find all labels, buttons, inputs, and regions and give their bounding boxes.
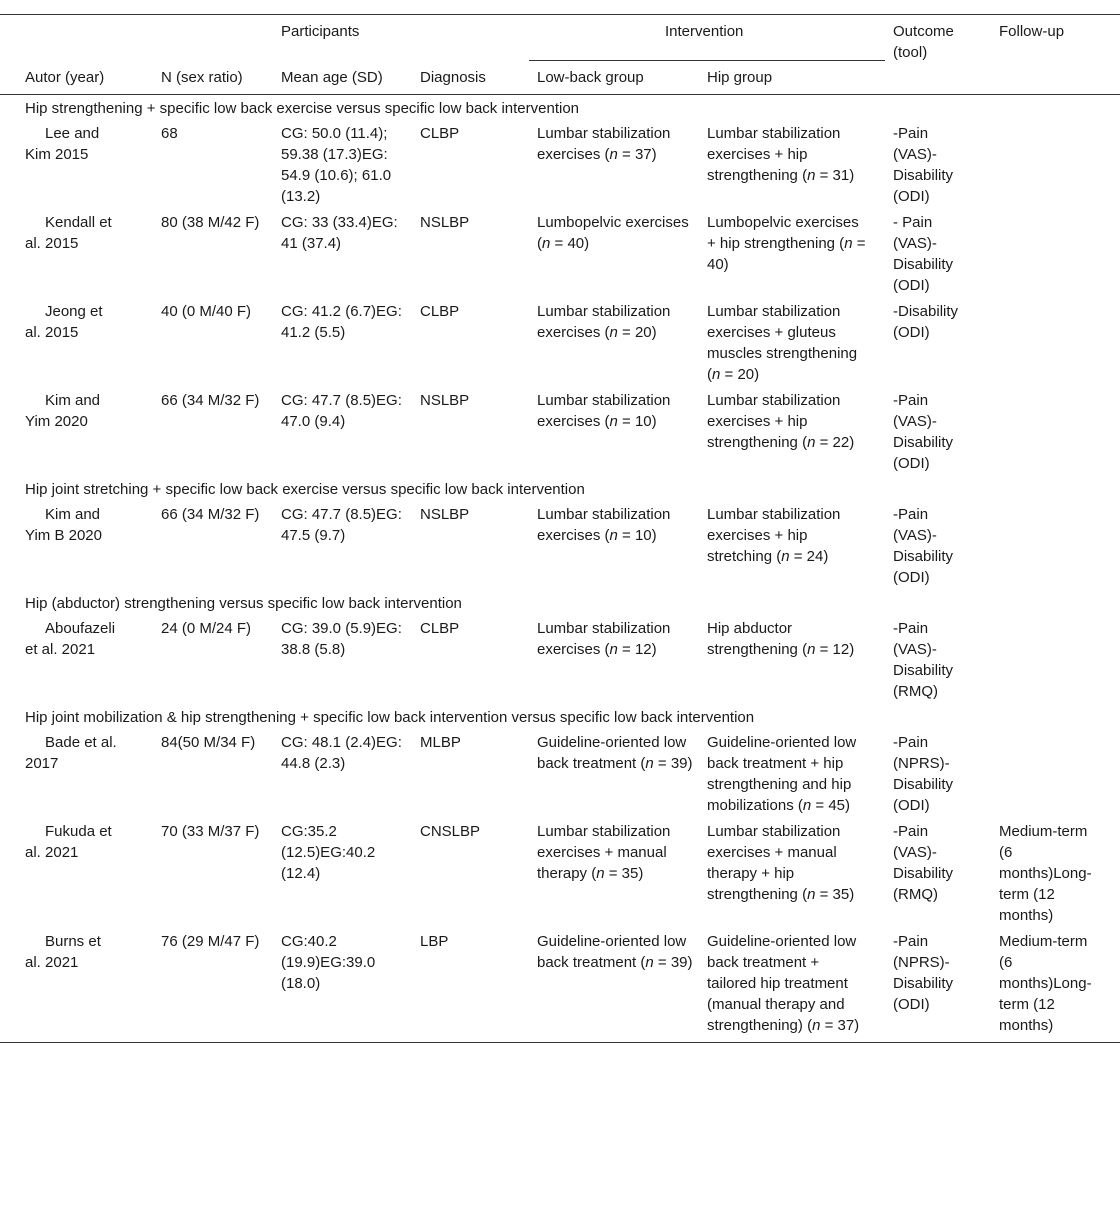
diagnosis-value: NSLBP	[420, 392, 470, 409]
cell-followup	[991, 615, 1120, 704]
lowback-n-symbol: n	[596, 865, 605, 882]
cell-outcome	[885, 298, 991, 387]
cell-author	[0, 615, 161, 704]
mean-age-value: CG:35.2 (12.5)EG:40.2 (12.4)	[281, 823, 376, 882]
cell-author	[0, 209, 161, 298]
n-sex-value: 66 (34 M/32 F)	[161, 392, 260, 409]
cell-outcome	[885, 615, 991, 704]
cell-n-sex	[161, 615, 281, 704]
cell-mean-age	[281, 501, 420, 590]
lowback-n-symbol: n	[645, 954, 654, 971]
lowback-n-value: = 40)	[550, 235, 590, 252]
author-line-2: al. 2015	[25, 324, 79, 341]
cell-hip-group	[707, 209, 885, 298]
lowback-n-value: = 35)	[604, 865, 644, 882]
outcome-value: -Pain (NPRS)-Disability (ODI)	[893, 933, 954, 1013]
cell-lowback-group	[529, 818, 707, 928]
mean-age-value: CG: 47.7 (8.5)EG: 47.0 (9.4)	[281, 392, 402, 430]
hip-n-symbol: n	[807, 886, 816, 903]
mean-age-value: CG: 47.7 (8.5)EG: 47.5 (9.7)	[281, 506, 402, 544]
author-line-1: Kendall et	[45, 214, 112, 231]
table-header	[0, 15, 1120, 95]
section-header-row	[0, 704, 1120, 729]
outcome-value: - Pain (VAS)-Disability (ODI)	[893, 214, 954, 294]
lowback-text: Lumbopelvic exercises (	[537, 214, 689, 252]
lowback-n-symbol: n	[609, 324, 618, 341]
lowback-n-symbol: n	[645, 755, 654, 772]
author-line-2: et al. 2021	[25, 641, 96, 658]
hip-n-symbol: n	[807, 641, 816, 658]
header-lowback-group: Low-back group	[529, 61, 707, 95]
cell-outcome	[885, 729, 991, 818]
header-author: Autor (year)	[0, 61, 161, 95]
hip-n-symbol: n	[844, 235, 853, 252]
cell-mean-age	[281, 387, 420, 476]
header-hip-group: Hip group	[707, 61, 885, 95]
cell-diagnosis	[420, 387, 529, 476]
table-row	[0, 387, 1120, 476]
header-intervention: Intervention	[529, 15, 885, 61]
cell-mean-age	[281, 615, 420, 704]
lowback-n-symbol: n	[609, 413, 618, 430]
hip-text: Guideline-oriented low back treatment + hip strengthening and hip mobilizations (	[707, 734, 857, 814]
cell-outcome	[885, 928, 991, 1043]
cell-diagnosis	[420, 818, 529, 928]
cell-author	[0, 818, 161, 928]
cell-outcome	[885, 387, 991, 476]
table-body	[0, 95, 1120, 1043]
n-sex-value: 80 (38 M/42 F)	[161, 214, 260, 231]
diagnosis-value: NSLBP	[420, 214, 470, 231]
lowback-n-value: = 37)	[617, 146, 657, 163]
lowback-n-value: = 39)	[653, 755, 693, 772]
author-line-1: Bade et al.	[45, 734, 117, 751]
cell-hip-group	[707, 387, 885, 476]
author-line-1: Kim and	[45, 506, 101, 523]
author-line-1: Lee and	[45, 125, 100, 142]
cell-followup	[991, 729, 1120, 818]
author-line-1: Kim and	[45, 392, 101, 409]
diagnosis-value: MLBP	[420, 734, 461, 751]
mean-age-value: CG:40.2 (19.9)EG:39.0 (18.0)	[281, 933, 376, 992]
hip-n-value: = 37)	[820, 1017, 860, 1034]
hip-text: Lumbar stabilization exercises + hip stretching (	[707, 506, 841, 565]
cell-lowback-group	[529, 209, 707, 298]
cell-outcome	[885, 818, 991, 928]
author-line-2: al. 2015	[25, 235, 79, 252]
outcome-value: -Disability (ODI)	[893, 303, 959, 341]
header-diagnosis: Diagnosis	[420, 61, 529, 95]
cell-hip-group	[707, 120, 885, 209]
hip-text: Lumbar stabilization exercises + gluteus muscles strengthening (	[707, 303, 858, 383]
outcome-value: -Pain (NPRS)-Disability (ODI)	[893, 734, 954, 814]
author-line-2: Yim B 2020	[25, 527, 102, 544]
cell-n-sex	[161, 387, 281, 476]
cell-hip-group	[707, 729, 885, 818]
cell-lowback-group	[529, 501, 707, 590]
mean-age-value: CG: 39.0 (5.9)EG: 38.8 (5.8)	[281, 620, 402, 658]
cell-followup	[991, 209, 1120, 298]
hip-n-symbol: n	[781, 548, 790, 565]
cell-hip-group	[707, 615, 885, 704]
diagnosis-value: CLBP	[420, 125, 460, 142]
lowback-n-value: = 12)	[617, 641, 657, 658]
cell-mean-age	[281, 298, 420, 387]
cell-mean-age	[281, 928, 420, 1043]
cell-outcome	[885, 209, 991, 298]
cell-diagnosis	[420, 615, 529, 704]
cell-n-sex	[161, 298, 281, 387]
n-sex-value: 68	[161, 125, 178, 142]
lowback-n-value: = 10)	[617, 413, 657, 430]
author-line-2: al. 2021	[25, 844, 79, 861]
hip-text: Guideline-oriented low back treatment + tailored hip treatment (manual therapy and strengthening) (	[707, 933, 857, 1034]
cell-diagnosis	[420, 298, 529, 387]
n-sex-value: 70 (33 M/37 F)	[161, 823, 260, 840]
author-line-2: 2017	[25, 755, 59, 772]
hip-text: Lumbar stabilization exercises + hip strengthening (	[707, 392, 841, 451]
table-row	[0, 729, 1120, 818]
cell-lowback-group	[529, 729, 707, 818]
section-title: Hip joint mobilization & hip strengthening + specific low back intervention versus specific low back intervention	[25, 709, 755, 726]
hip-n-value: = 45)	[811, 797, 850, 814]
n-sex-value: 84(50 M/34 F)	[161, 734, 256, 751]
cell-hip-group	[707, 928, 885, 1043]
table-row	[0, 298, 1120, 387]
section-title: Hip strengthening + specific low back exercise versus specific low back intervention	[25, 100, 580, 117]
n-sex-value: 66 (34 M/32 F)	[161, 506, 260, 523]
hip-n-symbol: n	[812, 1017, 821, 1034]
cell-n-sex	[161, 120, 281, 209]
header-participants: Participants	[281, 15, 529, 61]
author-line-1: Fukuda et	[45, 823, 112, 840]
cell-n-sex	[161, 928, 281, 1043]
outcome-value: -Pain (VAS)-Disability (ODI)	[893, 506, 954, 586]
cell-lowback-group	[529, 387, 707, 476]
cell-followup	[991, 120, 1120, 209]
outcome-value: -Pain (VAS)-Disability (ODI)	[893, 392, 954, 472]
lowback-text: Lumbar stabilization exercises (	[537, 620, 671, 658]
hip-text: Hip abductor strengthening (	[707, 620, 808, 658]
lowback-n-value: = 20)	[617, 324, 657, 341]
header-outcome: Outcome (tool)	[885, 15, 991, 95]
cell-author	[0, 729, 161, 818]
lowback-text: Lumbar stabilization exercises (	[537, 506, 671, 544]
cell-outcome	[885, 501, 991, 590]
lowback-text: Lumbar stabilization exercises (	[537, 125, 671, 163]
table-row	[0, 501, 1120, 590]
lowback-n-value: = 10)	[617, 527, 657, 544]
cell-diagnosis	[420, 928, 529, 1043]
lowback-text: Guideline-oriented low back treatment (	[537, 933, 687, 971]
cell-mean-age	[281, 818, 420, 928]
header-n-sex: N (sex ratio)	[161, 61, 281, 95]
lowback-text: Lumbar stabilization exercises (	[537, 392, 671, 430]
cell-followup	[991, 501, 1120, 590]
diagnosis-value: NSLBP	[420, 506, 470, 523]
author-line-2: Kim 2015	[25, 146, 89, 163]
hip-text: Lumbar stabilization exercises + hip strengthening (	[707, 125, 841, 184]
cell-followup	[991, 818, 1120, 928]
cell-followup	[991, 387, 1120, 476]
lowback-n-symbol: n	[609, 527, 618, 544]
mean-age-value: CG: 48.1 (2.4)EG: 44.8 (2.3)	[281, 734, 402, 772]
cell-outcome	[885, 120, 991, 209]
outcome-value: -Pain (VAS)-Disability (RMQ)	[893, 620, 954, 700]
lowback-text: Guideline-oriented low back treatment (	[537, 734, 687, 772]
mean-age-value: CG: 33 (33.4)EG: 41 (37.4)	[281, 214, 398, 252]
section-header-row	[0, 95, 1120, 121]
n-sex-value: 40 (0 M/40 F)	[161, 303, 252, 320]
author-line-2: Yim 2020	[25, 413, 88, 430]
cell-hip-group	[707, 501, 885, 590]
section-title: Hip joint stretching + specific low back exercise versus specific low back intervention	[25, 481, 585, 498]
table-row	[0, 615, 1120, 704]
outcome-value: -Pain (VAS)-Disability (RMQ)	[893, 823, 954, 903]
hip-n-value: = 12)	[815, 641, 855, 658]
n-sex-value: 76 (29 M/47 F)	[161, 933, 260, 950]
hip-n-value: = 35)	[815, 886, 855, 903]
table-row	[0, 209, 1120, 298]
cell-author	[0, 120, 161, 209]
author-line-1: Burns et	[45, 933, 101, 950]
cell-n-sex	[161, 729, 281, 818]
cell-lowback-group	[529, 928, 707, 1043]
lowback-n-symbol: n	[609, 146, 618, 163]
cell-mean-age	[281, 729, 420, 818]
author-line-2: al. 2021	[25, 954, 79, 971]
hip-n-value: = 40)	[707, 235, 866, 273]
author-line-1: Aboufazeli	[45, 620, 116, 637]
header-empty	[0, 15, 281, 61]
outcome-value: -Pain (VAS)-Disability (ODI)	[893, 125, 954, 205]
cell-author	[0, 387, 161, 476]
hip-n-symbol: n	[807, 434, 816, 451]
author-line-1: Jeong et	[45, 303, 103, 320]
mean-age-value: CG: 50.0 (11.4); 59.38 (17.3)EG: 54.9 (10.6); 61.0 (13.2)	[281, 125, 392, 205]
lowback-text: Lumbar stabilization exercises (	[537, 303, 671, 341]
followup-value: Medium-term (6 months)Long-term (12 months)	[999, 933, 1092, 1034]
lowback-text: Lumbar stabilization exercises + manual therapy (	[537, 823, 671, 882]
cell-n-sex	[161, 209, 281, 298]
cell-n-sex	[161, 501, 281, 590]
hip-n-value: = 24)	[789, 548, 829, 565]
cell-author	[0, 928, 161, 1043]
header-mean-age: Mean age (SD)	[281, 61, 420, 95]
cell-hip-group	[707, 298, 885, 387]
cell-lowback-group	[529, 120, 707, 209]
section-header-row	[0, 590, 1120, 615]
cell-n-sex	[161, 818, 281, 928]
cell-mean-age	[281, 209, 420, 298]
diagnosis-value: CLBP	[420, 620, 460, 637]
cell-author	[0, 298, 161, 387]
hip-n-value: = 20)	[720, 366, 760, 383]
table-row	[0, 120, 1120, 209]
hip-n-symbol: n	[807, 167, 816, 184]
table-row	[0, 928, 1120, 1043]
cell-author	[0, 501, 161, 590]
hip-n-symbol: n	[802, 797, 812, 814]
cell-mean-age	[281, 120, 420, 209]
followup-value: Medium-term (6 months)Long-term (12 months)	[999, 823, 1092, 924]
table-row	[0, 818, 1120, 928]
section-title: Hip (abductor) strengthening versus specific low back intervention	[25, 595, 462, 612]
hip-n-value: = 22)	[815, 434, 855, 451]
cell-followup	[991, 928, 1120, 1043]
cell-followup	[991, 298, 1120, 387]
cell-diagnosis	[420, 501, 529, 590]
hip-text: Lumbopelvic exercises + hip strengthening (	[707, 214, 859, 252]
cell-diagnosis	[420, 120, 529, 209]
lowback-n-symbol: n	[542, 235, 551, 252]
studies-table	[0, 14, 1120, 1043]
cell-lowback-group	[529, 615, 707, 704]
hip-n-value: = 31)	[815, 167, 855, 184]
diagnosis-value: LBP	[420, 933, 449, 950]
header-followup: Follow-up	[991, 15, 1120, 95]
hip-text: Lumbar stabilization exercises + manual therapy + hip strengthening (	[707, 823, 841, 903]
diagnosis-value: CLBP	[420, 303, 460, 320]
lowback-n-symbol: n	[609, 641, 618, 658]
diagnosis-value: CNSLBP	[420, 823, 481, 840]
cell-lowback-group	[529, 298, 707, 387]
n-sex-value: 24 (0 M/24 F)	[161, 620, 252, 637]
section-header-row	[0, 476, 1120, 501]
cell-diagnosis	[420, 729, 529, 818]
mean-age-value: CG: 41.2 (6.7)EG: 41.2 (5.5)	[281, 303, 402, 341]
cell-diagnosis	[420, 209, 529, 298]
hip-n-symbol: n	[712, 366, 721, 383]
lowback-n-value: = 39)	[653, 954, 693, 971]
cell-hip-group	[707, 818, 885, 928]
